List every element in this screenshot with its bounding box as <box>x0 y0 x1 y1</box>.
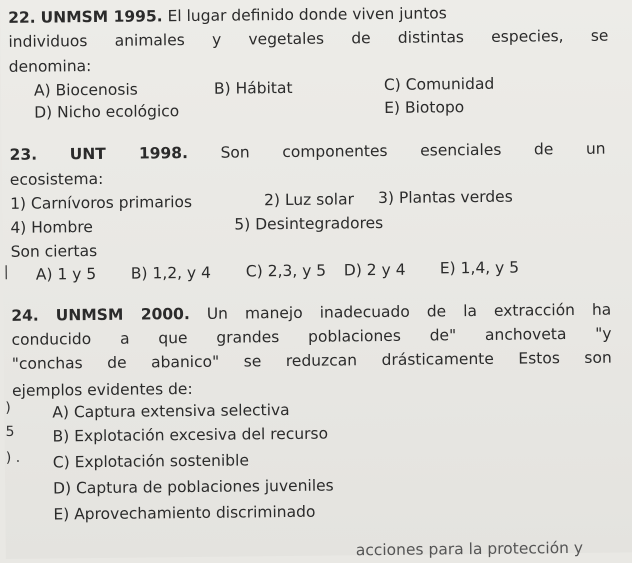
q23-prompt: Son ciertas <box>10 241 98 261</box>
margin-mark: | <box>3 263 9 280</box>
q23-item-1: 1) Carnívoros primarios <box>10 193 193 213</box>
q23-option-a: A) 1 y 5 <box>35 265 97 284</box>
q23-line1 <box>10 140 606 164</box>
q23-item-5: 5) Desintegradores <box>234 214 384 234</box>
q23-line1-text: Son componentes esenciales de un <box>220 139 606 162</box>
q22-line1 <box>8 3 608 27</box>
q24-option-a: A) Captura extensiva selectiva <box>52 400 290 422</box>
q23-option-d: D) 2 y 4 <box>343 260 406 280</box>
q22-line3: denomina: <box>8 57 92 76</box>
q24-line1 <box>11 301 611 325</box>
q24-number: 24. <box>11 306 39 325</box>
q23-option-c: C) 2,3, y 5 <box>245 261 327 281</box>
q24-line4: ejemplos evidentes de: <box>11 380 193 400</box>
q24-line1-text: Un manejo inadecuado de la extracción ha <box>206 300 612 323</box>
q23-source: UNT 1998. <box>69 144 189 164</box>
q22-option-d: D) Nicho ecológico <box>34 102 180 122</box>
margin-mark: ) . <box>5 449 21 466</box>
q22-line2: individuos animales y vegetales de distintas especies, se <box>8 26 609 51</box>
q23-option-e: E) 1,4, y 5 <box>439 258 520 278</box>
footer-fragment: acciones para la protección y <box>355 538 584 560</box>
q24-option-b: B) Explotación excesiva del recurso <box>52 424 329 446</box>
q23-option-b: B) 1,2, y 4 <box>130 263 212 283</box>
q24-line2: conducido a que grandes poblaciones de" anchoveta "y <box>11 324 612 349</box>
q24-option-c: C) Explotación sostenible <box>52 451 250 472</box>
margin-mark: 5 <box>5 423 15 440</box>
q22-option-b: B) Hábitat <box>213 78 293 98</box>
q23-item-2: 2) Luz solar <box>264 190 355 210</box>
q23-item-3: 3) Plantas verdes <box>378 187 513 208</box>
q23-number: 23. <box>9 145 38 164</box>
q24-option-d: D) Captura de poblaciones juveniles <box>53 476 334 498</box>
q22-number: 22. <box>8 8 36 27</box>
q24-option-e: E) Aprovechamiento discriminado <box>53 502 316 524</box>
q22-line1-text: El lugar definido donde viven juntos <box>167 4 447 26</box>
q22-source: UNMSM 1995. <box>40 7 163 27</box>
q22-option-c: C) Comunidad <box>383 74 495 94</box>
q24-source: UNMSM 2000. <box>55 305 190 325</box>
q24-line3: "conchas de abanico" se reduzcan drásticamente Estos son <box>11 348 612 373</box>
margin-mark: ) <box>5 399 11 416</box>
q23-item-4: 4) Hombre <box>10 218 93 237</box>
q23-line2: ecosistema: <box>9 169 104 189</box>
q22-option-a: A) Biocenosis <box>33 80 138 100</box>
q22-option-e: E) Biotopo <box>384 98 465 117</box>
